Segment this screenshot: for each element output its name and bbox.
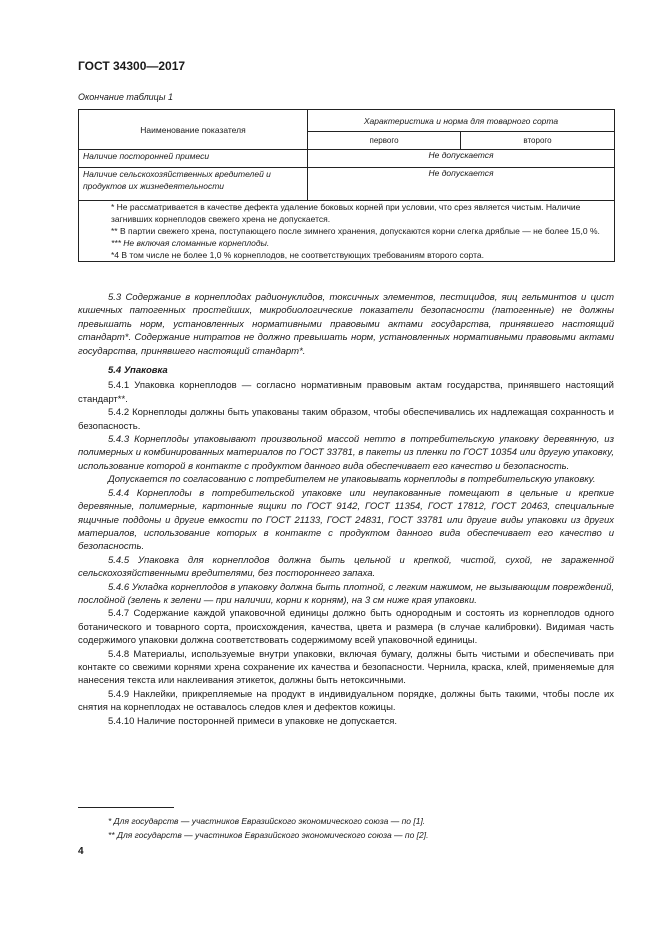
paragraph-5-4-7: 5.4.7 Содержание каждой упаковочной единицы должно быть однородным и состоять из корнеплодов одного ботанического и товарного сорта, происхождения, качества, цвета и размера (в случае калибровки). Видимая часть содержимого упаковки должна соответствовать содержимому всей упаковочной единицы. xyxy=(78,608,614,647)
footnotes xyxy=(108,814,428,842)
table-note: * Не рассматривается в качестве дефекта удаление боковых корней при условии, что срез является чистым. Наличие загнивших корнеплодов свежего хрена не допускается. xyxy=(111,202,581,224)
paragraph-5-4-4: 5.4.4 Корнеплоды в потребительской упаковке или неупакованные помещают в цельные и крепкие деревянные, полимерные, картонные ящики по ГОСТ 9142, ГОСТ 11354, ГОСТ 17812, ГОСТ 20463, специальные ящичные поддоны и другие емкости по ГОСТ 21133, ГОСТ 24831, ГОСТ 33781 или другие виды упаковки из других материалов, использование которых в контакте с продуктом данного вида обеспечивает его качество и безопасность. xyxy=(78,487,614,553)
table-note: *4 В том числе не более 1,0 % корнеплодов, не соответствующих требованиям второго сорта. xyxy=(111,250,484,260)
standard-header: ГОСТ 34300—2017 xyxy=(78,59,186,73)
paragraph-5-4-3-note: Допускается по согласованию с потребителем не упаковывать корнеплоды в потребительскую упаковку. xyxy=(108,474,596,486)
paragraph-5-4-1: 5.4.1 Упаковка корнеплодов — согласно нормативным правовым актам государства, принявшего настоящий стандарт**. xyxy=(78,380,614,405)
table-notes-row xyxy=(79,201,615,262)
table-note: *** Не включая сломанные корнеплоды. xyxy=(111,238,270,248)
requirements-table xyxy=(78,109,615,262)
paragraph-5-4-10: 5.4.10 Наличие посторонней примеси в упаковке не допускается. xyxy=(108,715,398,727)
column-header-grade-group: Характеристика и норма для товарного сорта xyxy=(308,110,615,132)
column-header-first-grade: первого xyxy=(308,132,461,150)
column-header-indicator: Наименование показателя xyxy=(79,110,308,150)
table-caption: Окончание таблицы 1 xyxy=(78,92,173,102)
row-indicator-value: Не допускается xyxy=(308,150,615,168)
footnote-divider xyxy=(78,807,174,808)
row-indicator-name: Наличие посторонней примеси xyxy=(79,150,308,168)
footnote: * Для государств — участников Евразийского экономического союза — по [1]. xyxy=(108,816,426,826)
footnote: ** Для государств — участников Евразийского экономического союза — по [2]. xyxy=(108,830,429,840)
body-text xyxy=(78,291,614,728)
row-indicator-value: Не допускается xyxy=(308,168,615,201)
paragraph-5-4-6: 5.4.6 Укладка корнеплодов в упаковку должна быть плотной, с легким нажимом, не вызывающим повреждений, послойной (зелень к зелени — при наличии, корни к корням), на 3 см ниже края упаковки. xyxy=(78,581,614,606)
section-title-packaging: 5.4 Упаковка xyxy=(108,365,168,377)
page-number: 4 xyxy=(78,846,84,857)
paragraph-5-4-3: 5.4.3 Корнеплоды упаковывают произвольной массой нетто в потребительскую упаковку деревянную, из полимерных и комбинированных материалов по ГОСТ 33781, в пакеты из пленки по ГОСТ 10354 или другую упаковку, использование которой в контакте с продуктом данного вида обеспечивает его качество и безопасность. xyxy=(78,434,614,472)
row-indicator-name: Наличие сельскохозяйственных вредителей и продуктов их жизнедеятельности xyxy=(79,168,308,201)
table-row xyxy=(79,168,615,201)
paragraph-5-4-9: 5.4.9 Наклейки, прикрепляемые на продукт в индивидуальном порядке, должны быть такими, чтобы после их снятия на корнеплодах не оставалось следов клея и дефектов кожицы. xyxy=(78,688,614,714)
paragraph-5-3: 5.3 Содержание в корнеплодах радионуклидов, токсичных элементов, пестицидов, яиц гельминтов и цист кишечных патогенных простейших, микробиологические показатели безопасности (патогенные) не должны превышать норм, установленных нормативными правовыми актами государства, принявшего настоящий стандарт*. Содержание нитратов не должно превышать норм, установленных нормативными правовыми актами государства, принявшего настоящий стандарт*. xyxy=(78,292,614,357)
paragraph-5-4-5: 5.4.5 Упаковка для корнеплодов должна быть цельной и крепкой, чистой, сухой, не зараженной сельскохозяйственными вредителями, без постороннего запаха. xyxy=(78,554,614,580)
paragraph-5-4-8: 5.4.8 Материалы, используемые внутри упаковки, включая бумагу, должны быть чистыми и обеспечивать при контакте со свежими корнями хрена сохранение их качества и безопасности. Чернила, краска, клей, применяемые для нанесения текста или наклеивания этикеток, должны быть нетоксичными. xyxy=(78,648,614,687)
column-header-second-grade: второго xyxy=(461,132,615,150)
table-note: ** В партии свежего хрена, поступающего после зимнего хранения, допускаются корни слегка дряблые — не более 15,0 %. xyxy=(111,226,600,236)
paragraph-5-4-2: 5.4.2 Корнеплоды должны быть упакованы таким образом, чтобы обеспечивались их надлежащая сохранность и безопасность. xyxy=(78,407,614,432)
table-notes xyxy=(79,201,615,262)
table-row xyxy=(79,150,615,168)
